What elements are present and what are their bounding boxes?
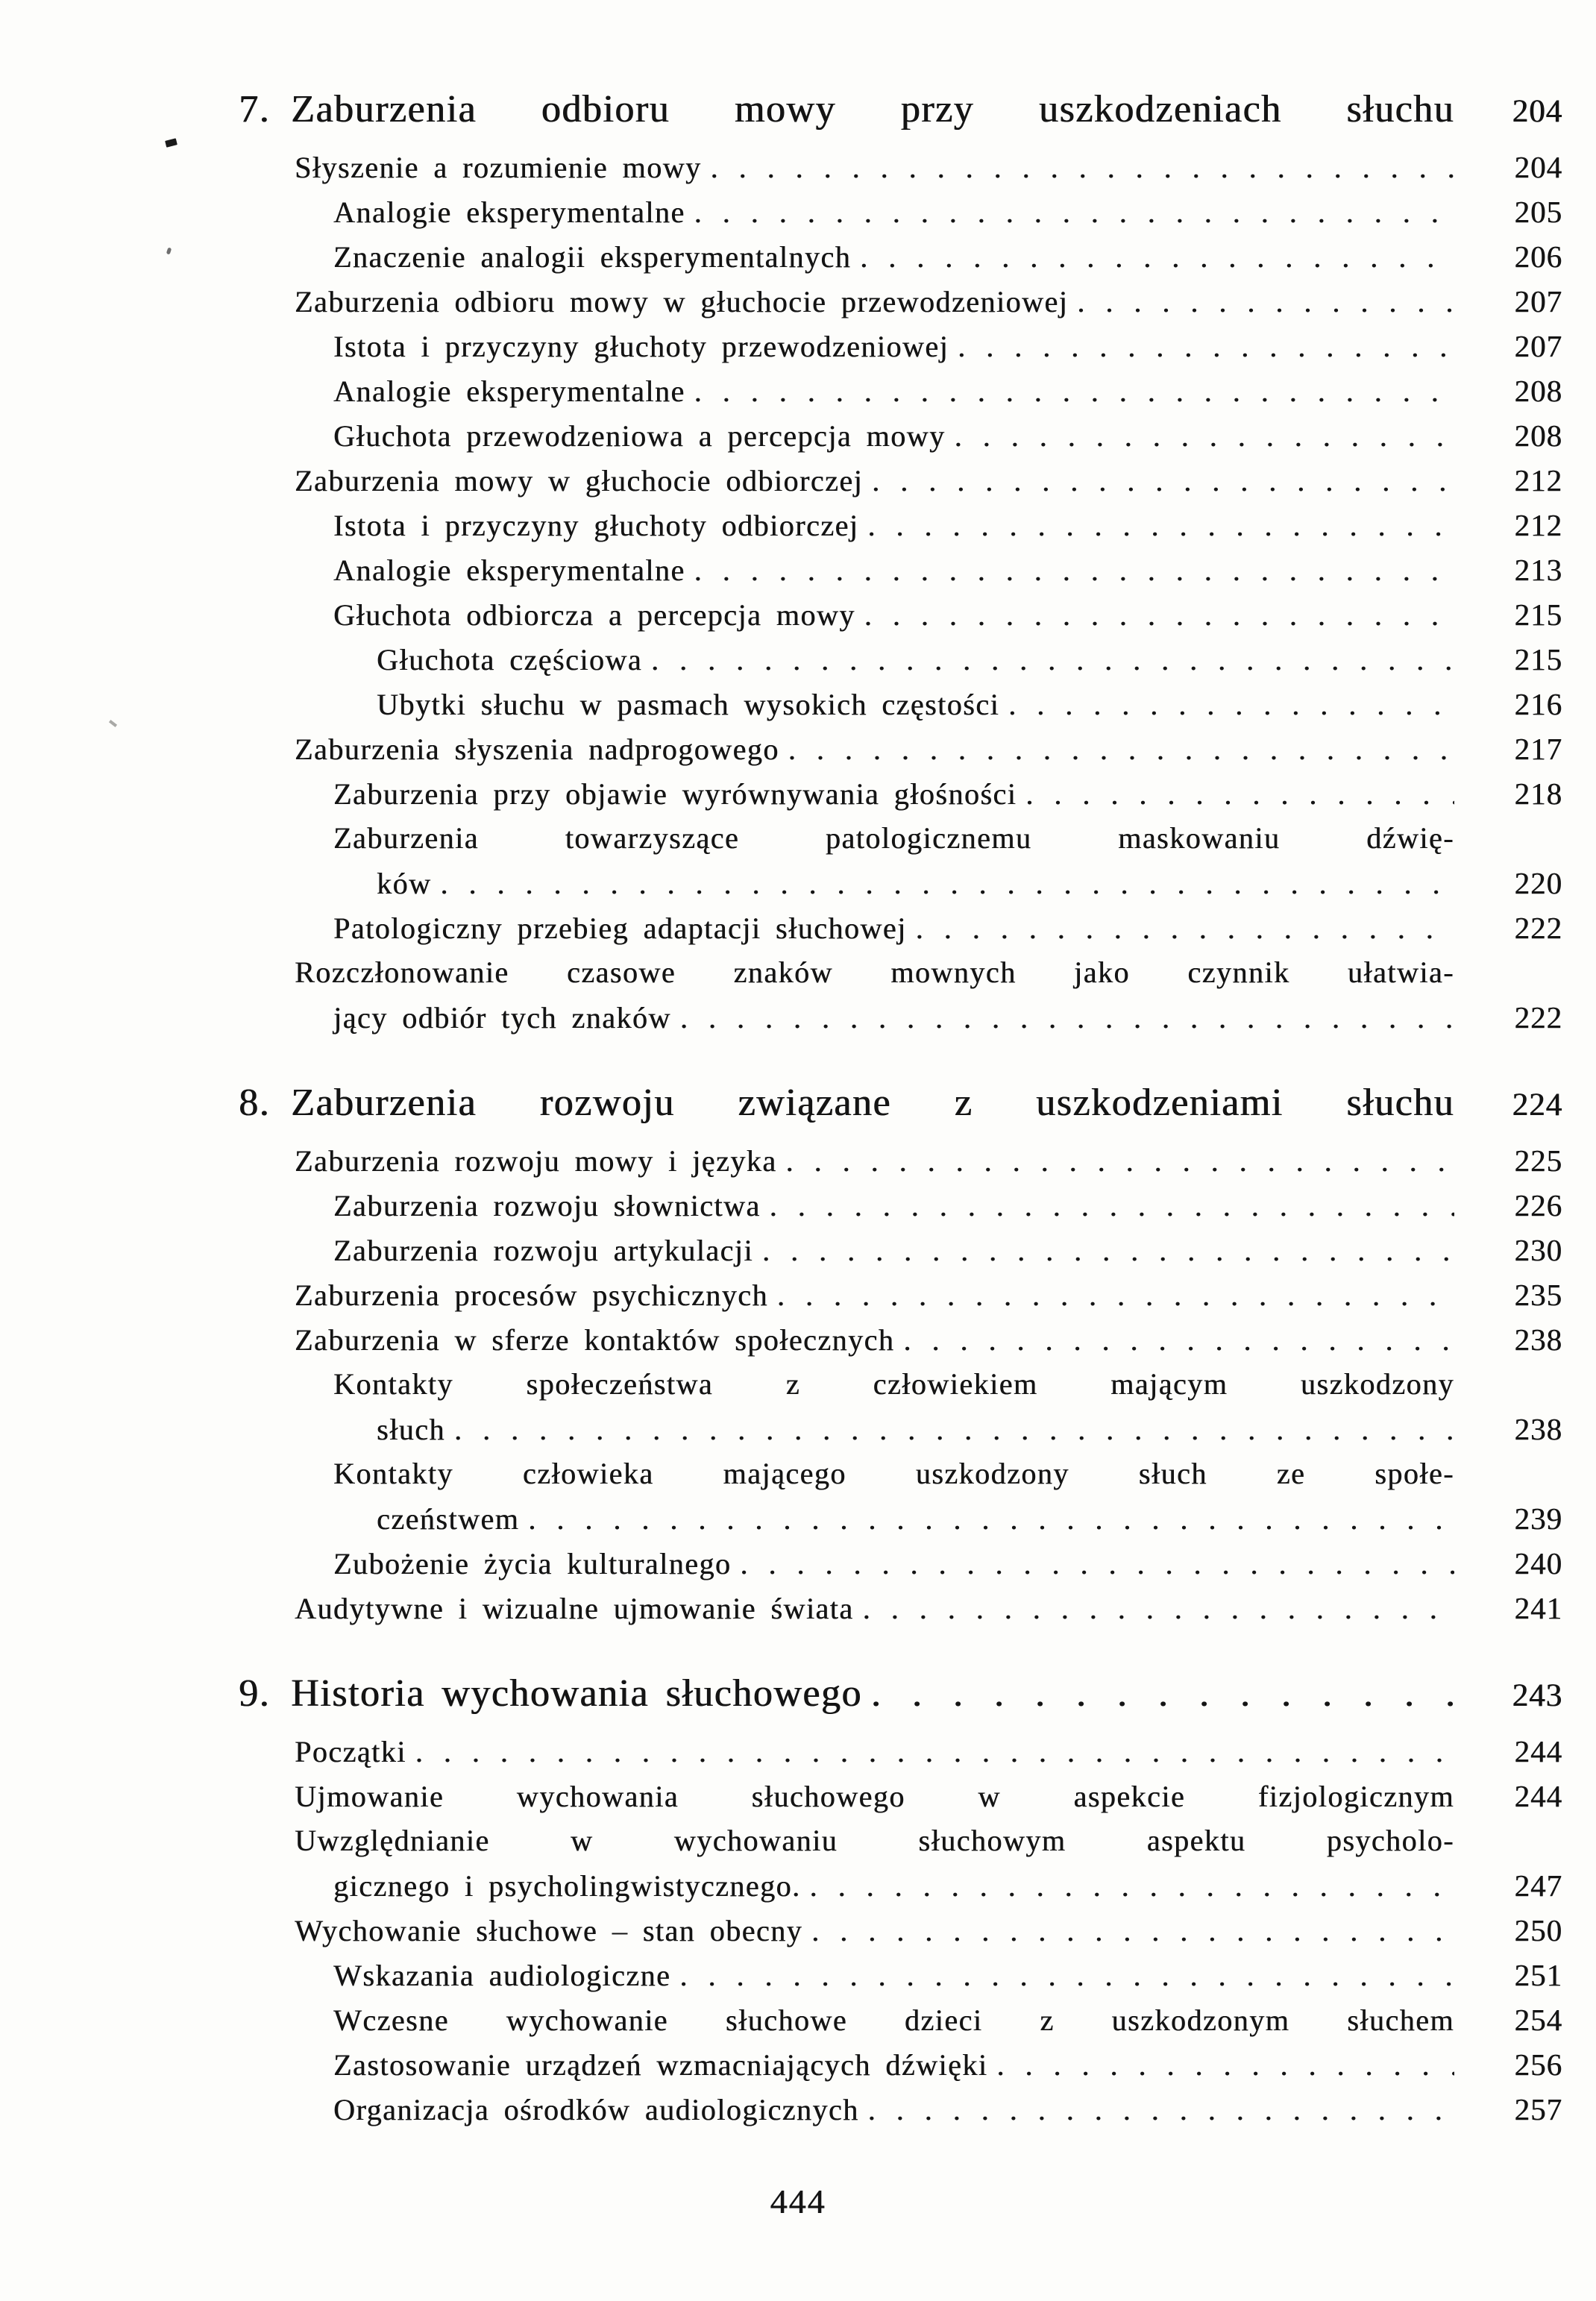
entry-title-line2: ków <box>377 867 432 900</box>
toc <box>239 84 1562 2132</box>
entry-page-number: 238 <box>1514 1412 1562 1446</box>
entry-page-number: 204 <box>1514 150 1562 184</box>
entry-title: Ubytki słuchu w pasmach wysokich częstości <box>377 688 1000 721</box>
entry-page-number: 215 <box>1514 642 1562 677</box>
entry-page-number: 244 <box>1514 1734 1562 1768</box>
dot-leader <box>987 2043 1454 2088</box>
dot-leader <box>855 593 1454 638</box>
dot-leader <box>779 727 1454 772</box>
entry-page-number: 206 <box>1514 239 1562 274</box>
toc-entry-row <box>239 2042 1562 2087</box>
toc-entry-row <box>239 861 1562 905</box>
entry-page-number: 212 <box>1514 463 1562 497</box>
dot-leader <box>907 906 1454 951</box>
toc-entry-row <box>239 592 1562 637</box>
entry-title: Początki <box>295 1735 406 1768</box>
entry-page-number: 247 <box>1514 1868 1562 1903</box>
toc-entry-row <box>239 1496 1562 1541</box>
dot-leader <box>776 1139 1454 1184</box>
toc-entry-row <box>239 1908 1562 1953</box>
toc-entry-row <box>239 189 1562 234</box>
dot-leader <box>685 548 1454 593</box>
entry-page-number: 220 <box>1514 866 1562 900</box>
entry-title: Głuchota częściowa <box>377 643 642 677</box>
chapter-number: 7. <box>239 88 270 131</box>
scan-speck <box>165 138 177 147</box>
entry-title: Ujmowanie wychowania słuchowego w aspekcie fizjologicznym <box>295 1780 1454 1813</box>
toc-entry-row <box>239 503 1562 547</box>
dot-leader <box>642 638 1454 682</box>
entry-page-number: 257 <box>1514 2092 1562 2126</box>
entry-page-number: 207 <box>1514 329 1562 363</box>
entry-title: Zaburzenia odbioru mowy w głuchocie przewodzeniowej <box>295 285 1069 318</box>
toc-entry-row <box>239 950 1562 995</box>
entry-title: Głuchota odbiorcza a percepcja mowy <box>333 598 855 632</box>
entry-page-number: 240 <box>1514 1546 1562 1580</box>
dot-leader <box>863 459 1454 503</box>
entry-title: Słyszenie a rozumienie mowy <box>295 151 702 184</box>
dot-leader <box>671 996 1454 1040</box>
entry-page-number: 251 <box>1514 1958 1562 1992</box>
toc-entry-row <box>239 771 1562 816</box>
toc-entry-row <box>239 324 1562 368</box>
toc-entry-row <box>239 682 1562 726</box>
toc-entry-row <box>239 2087 1562 2132</box>
dot-leader <box>731 1542 1454 1586</box>
toc-entry-row <box>239 1317 1562 1362</box>
toc-entry-row <box>239 1138 1562 1183</box>
entry-title: Zaburzenia rozwoju artykulacji <box>333 1234 753 1267</box>
entry-title: Analogie eksperymentalne <box>333 195 685 229</box>
entry-page-number: 241 <box>1514 1591 1562 1625</box>
chapter-page-number: 204 <box>1512 94 1562 129</box>
page-number-folio: 444 <box>770 2182 826 2220</box>
entry-title: Zaburzenia rozwoju mowy i języka <box>295 1144 777 1178</box>
dot-leader <box>800 1864 1454 1909</box>
entry-page-number: 212 <box>1514 508 1562 542</box>
chapter-title: Zaburzenia odbioru mowy przy uszkodzeniach słuchu <box>291 88 1454 131</box>
dot-leader <box>859 2088 1454 2132</box>
entry-page-number: 244 <box>1514 1779 1562 1813</box>
dot-leader <box>768 1273 1454 1318</box>
entry-page-number: 208 <box>1514 374 1562 408</box>
toc-entry-row <box>239 726 1562 771</box>
entry-title: Wychowanie słuchowe – stan obecny <box>295 1914 803 1947</box>
chapter-page-number: 224 <box>1512 1087 1562 1123</box>
entry-title-line1: Uwzględnianie w wychowaniu słuchowym aspektu psycholo- <box>295 1824 1454 1857</box>
toc-entry-row <box>239 905 1562 950</box>
toc-entry-row <box>239 1228 1562 1272</box>
entry-title-line2: słuch <box>377 1413 445 1446</box>
entry-page-number: 215 <box>1514 597 1562 632</box>
toc-entry-row <box>239 995 1562 1040</box>
chapter-number: 9. <box>239 1672 270 1715</box>
dot-leader <box>802 1909 1454 1953</box>
dot-leader <box>701 145 1454 190</box>
dot-leader <box>1068 280 1454 324</box>
entry-page-number: 256 <box>1514 2047 1562 2082</box>
entry-title: Zastosowanie urządzeń wzmacniających dźwięki <box>333 2048 988 2082</box>
entry-title: Zaburzenia rozwoju słownictwa <box>333 1189 761 1222</box>
entry-title: Zaburzenia słyszenia nadprogowego <box>295 732 779 766</box>
entry-page-number: 222 <box>1514 1000 1562 1035</box>
entry-title: Patologiczny przebieg adaptacji słuchowej <box>333 911 907 945</box>
toc-entry-row <box>239 637 1562 682</box>
toc-entry-row <box>239 279 1562 324</box>
toc-entry-row <box>239 1774 1562 1818</box>
chapter-heading-row <box>239 1668 1562 1720</box>
entry-title: Zaburzenia w sferze kontaktów społecznych <box>295 1323 895 1357</box>
dot-leader <box>519 1497 1454 1542</box>
toc-entry-row <box>239 1407 1562 1451</box>
toc-entry-row <box>239 413 1562 458</box>
entry-page-number: 218 <box>1514 776 1562 811</box>
entry-title: Istota i przyczyny głuchoty odbiorczej <box>333 509 859 542</box>
chapter-title: Historia wychowania słuchowego <box>291 1672 862 1715</box>
scan-speck <box>166 247 172 254</box>
dot-leader <box>851 235 1454 280</box>
entry-title: Organizacja ośrodków audiologicznych <box>333 2093 859 2126</box>
entry-page-number: 239 <box>1514 1501 1562 1536</box>
entry-title: Analogie eksperymentalne <box>333 374 685 408</box>
dot-leader <box>761 1184 1454 1228</box>
dot-leader <box>999 682 1454 727</box>
dot-leader <box>685 369 1454 414</box>
entry-title: Znaczenie analogii eksperymentalnych <box>333 240 852 274</box>
toc-entry-row <box>239 1541 1562 1586</box>
entry-page-number: 222 <box>1514 911 1562 945</box>
chapter-heading-row <box>239 84 1562 136</box>
entry-title-line1: Rozczłonowanie czasowe znaków mownych jako czynnik ułatwia- <box>295 955 1454 989</box>
toc-entry-row <box>239 1953 1562 1997</box>
toc-entry-row <box>239 1997 1562 2042</box>
entry-page-number: 217 <box>1514 732 1562 766</box>
dot-leader <box>854 1586 1454 1631</box>
chapter-title: Zaburzenia rozwoju związane z uszkodzeniami słuchu <box>291 1082 1454 1124</box>
scan-speck <box>109 720 117 727</box>
entry-title: Zubożenie życia kulturalnego <box>333 1547 732 1580</box>
entry-title: Wczesne wychowanie słuchowe dzieci z uszkodzonym słuchem <box>333 2003 1454 2037</box>
entry-page-number: 213 <box>1514 553 1562 587</box>
entry-title-line2: czeństwem <box>377 1502 520 1536</box>
dot-leader <box>949 324 1454 369</box>
dot-leader <box>431 861 1454 906</box>
toc-entry-row <box>239 1183 1562 1228</box>
entry-page-number: 238 <box>1514 1322 1562 1357</box>
dot-leader <box>406 1730 1454 1774</box>
entry-page-number: 254 <box>1514 2003 1562 2037</box>
entry-page-number: 230 <box>1514 1233 1562 1267</box>
entry-title-line1: Kontakty człowieka mającego uszkodzony słuch ze społe- <box>333 1457 1454 1490</box>
entry-page-number: 216 <box>1514 687 1562 721</box>
entry-title: Zaburzenia procesów psychicznych <box>295 1278 768 1312</box>
toc-entry-row <box>239 1451 1562 1496</box>
toc-entry-row <box>239 234 1562 279</box>
toc-entry-row <box>239 458 1562 503</box>
entry-title: Audytywne i wizualne ujmowanie świata <box>295 1592 854 1625</box>
dot-leader <box>858 503 1454 548</box>
toc-entry-row <box>239 1729 1562 1774</box>
dot-leader <box>862 1668 1454 1720</box>
dot-leader <box>894 1318 1454 1363</box>
toc-entry-row <box>239 368 1562 413</box>
entry-title: Istota i przyczyny głuchoty przewodzeniowej <box>333 330 949 363</box>
dot-leader <box>1017 772 1454 817</box>
chapter-number: 8. <box>239 1082 270 1124</box>
entry-page-number: 207 <box>1514 284 1562 318</box>
toc-entry-row <box>239 816 1562 861</box>
toc-entry-row <box>239 145 1562 189</box>
entry-page-number: 226 <box>1514 1188 1562 1222</box>
entry-title: Zaburzenia przy objawie wyrównywania głośności <box>333 777 1017 811</box>
chapter-page-number: 243 <box>1512 1678 1562 1713</box>
entry-title-line1: Kontakty społeczeństwa z człowiekiem mającym uszkodzony <box>333 1367 1454 1401</box>
toc-entry-row <box>239 1863 1562 1908</box>
chapter-heading-row <box>239 1077 1562 1129</box>
toc-entry-row <box>239 547 1562 592</box>
toc-entry-row <box>239 1818 1562 1863</box>
dot-leader <box>946 414 1454 459</box>
toc-entry-row <box>239 1586 1562 1630</box>
dot-leader <box>445 1407 1454 1452</box>
entry-page-number: 208 <box>1514 418 1562 453</box>
dot-leader <box>685 190 1454 235</box>
entry-title: Głuchota przewodzeniowa a percepcja mowy <box>333 419 946 453</box>
toc-entry-row <box>239 1272 1562 1317</box>
toc-entry-row <box>239 1362 1562 1407</box>
entry-title: Analogie eksperymentalne <box>333 553 685 587</box>
dot-leader <box>670 1953 1454 1998</box>
entry-title-line2: gicznego i psycholingwistycznego. <box>333 1869 801 1903</box>
entry-page-number: 225 <box>1514 1143 1562 1178</box>
dot-leader <box>753 1228 1454 1273</box>
entry-page-number: 250 <box>1514 1913 1562 1947</box>
entry-page-number: 205 <box>1514 195 1562 229</box>
entry-title-line2: jący odbiór tych znaków <box>333 1001 671 1035</box>
entry-page-number: 235 <box>1514 1278 1562 1312</box>
entry-title: Wskazania audiologiczne <box>333 1959 671 1992</box>
entry-title: Zaburzenia mowy w głuchocie odbiorczej <box>295 464 864 497</box>
entry-title-line1: Zaburzenia towarzyszące patologicznemu maskowaniu dźwię- <box>333 821 1454 855</box>
